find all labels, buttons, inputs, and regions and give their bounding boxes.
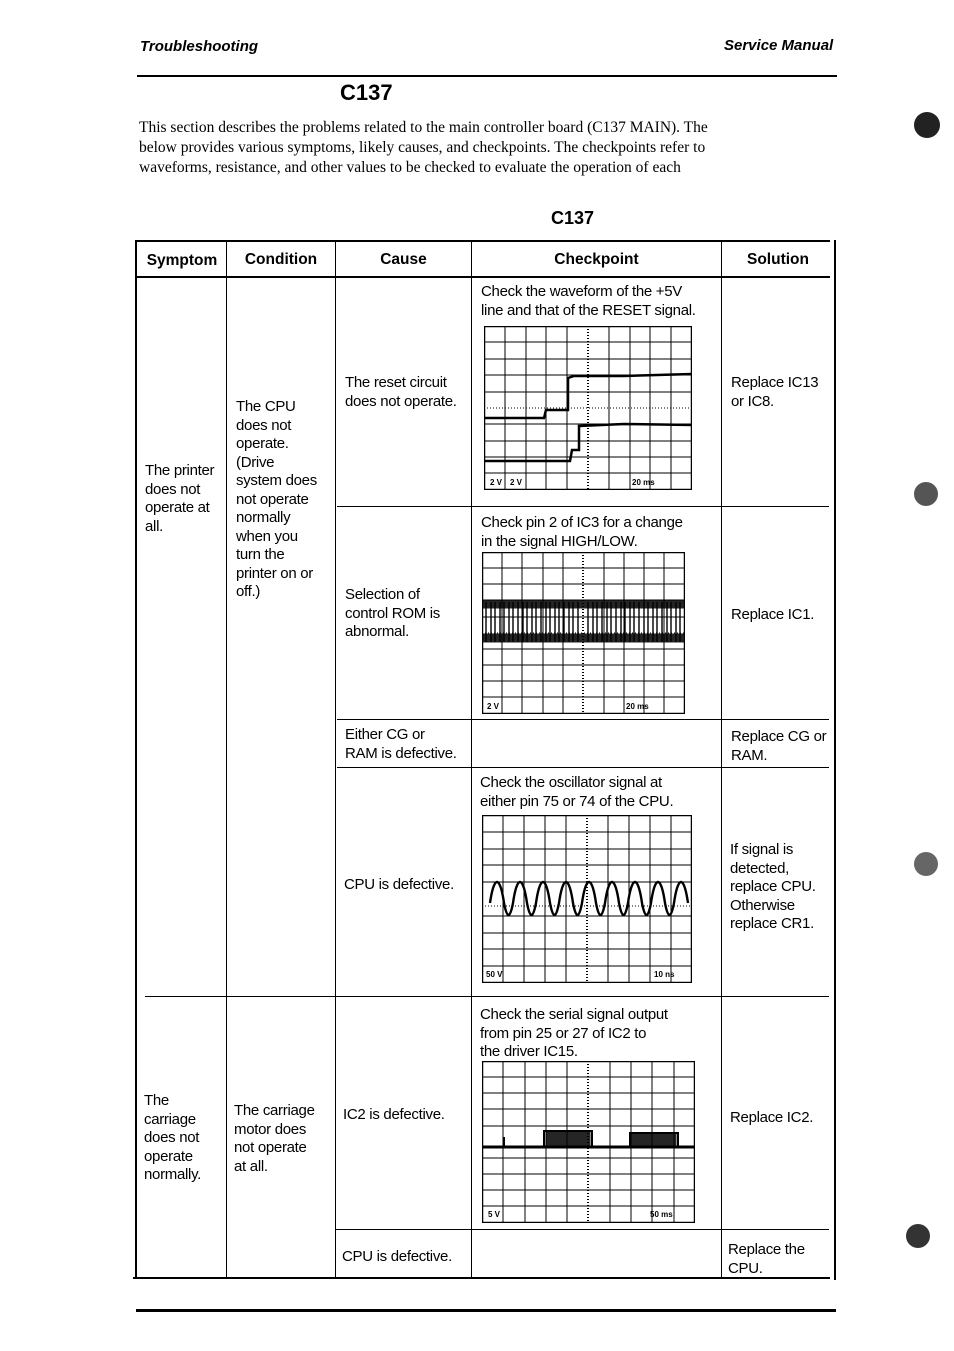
symptom-cell: The printer does not operate at all. — [145, 462, 215, 535]
scope-label: 50 V — [486, 970, 503, 979]
header-condition: Condition — [244, 251, 318, 268]
header-checkpoint: Checkpoint — [554, 251, 639, 268]
solution-cell: Replace the CPU. — [728, 1241, 805, 1277]
header-solution: Solution — [747, 251, 809, 268]
oscilloscope-waveform-oscillator — [482, 815, 692, 983]
solution-cell: Replace IC1. — [731, 606, 815, 623]
checkpoint-cell: Check the serial signal output from pin 25 or 27 of IC2 to the driver IC15. — [480, 1006, 668, 1060]
checkpoint-cell: Check the oscillator signal at either pin 75 or 74 of the CPU. — [480, 774, 674, 810]
page-title: C137 — [340, 80, 393, 105]
scope-label: 50 ms — [650, 1210, 673, 1219]
cause-cell: CPU is defective. — [344, 876, 454, 893]
table-title: C137 — [551, 208, 595, 228]
header-manual: Service Manual — [724, 37, 834, 54]
scope-label: 20 ms — [626, 702, 649, 711]
scope-label: 20 ms — [632, 478, 655, 487]
oscilloscope-waveform-reset — [484, 326, 692, 490]
header-section: Troubleshooting — [140, 38, 259, 55]
checkpoint-cell: Check pin 2 of IC3 for a change in the signal HIGH/LOW. — [481, 514, 683, 550]
checkpoint-cell: Check the waveform of the +5V line and that of the RESET signal. — [481, 283, 696, 319]
scope-label: 2 V — [490, 478, 503, 487]
oscilloscope-waveform-rom — [482, 552, 685, 714]
header-cause: Cause — [380, 251, 427, 268]
intro-line: This section describes the problems related to the main controller board (C137 MAIN). The — [139, 119, 708, 136]
footer-rule — [136, 1309, 836, 1312]
cause-cell: Selection of control ROM is abnormal. — [345, 586, 440, 640]
cause-cell: CPU is defective. — [342, 1248, 452, 1265]
cause-cell: IC2 is defective. — [343, 1106, 445, 1123]
cause-cell: The reset circuit does not operate. — [345, 374, 457, 410]
solution-cell: Replace CG or RAM. — [731, 728, 827, 764]
cause-cell: Either CG or RAM is defective. — [345, 726, 457, 762]
scope-label: 5 V — [488, 1210, 501, 1219]
header-symptom: Symptom — [146, 252, 218, 269]
intro-line: waveforms, resistance, and other values to be checked to evaluate the operation of each — [139, 159, 681, 176]
intro-line: below provides various symptoms, likely causes, and checkpoints. The checkpoints refer to — [139, 139, 706, 156]
condition-cell: The carriage motor does not operate at all. — [234, 1102, 315, 1175]
symptom-cell: The carriage does not operate normally. — [144, 1092, 202, 1183]
solution-cell: Replace IC2. — [730, 1109, 814, 1126]
solution-cell: If signal is detected, replace CPU. Otherwise replace CR1. — [730, 841, 816, 932]
scope-label: 10 ns — [654, 970, 675, 979]
condition-cell: The CPU does not operate. (Drive system does not operate normally when you turn the printer on or off.) — [236, 398, 317, 600]
solution-cell: Replace IC13 or IC8. — [731, 374, 819, 410]
scope-label: 2 V — [487, 702, 500, 711]
oscilloscope-waveform-serial — [482, 1061, 695, 1223]
scope-label: 2 V — [510, 478, 523, 487]
